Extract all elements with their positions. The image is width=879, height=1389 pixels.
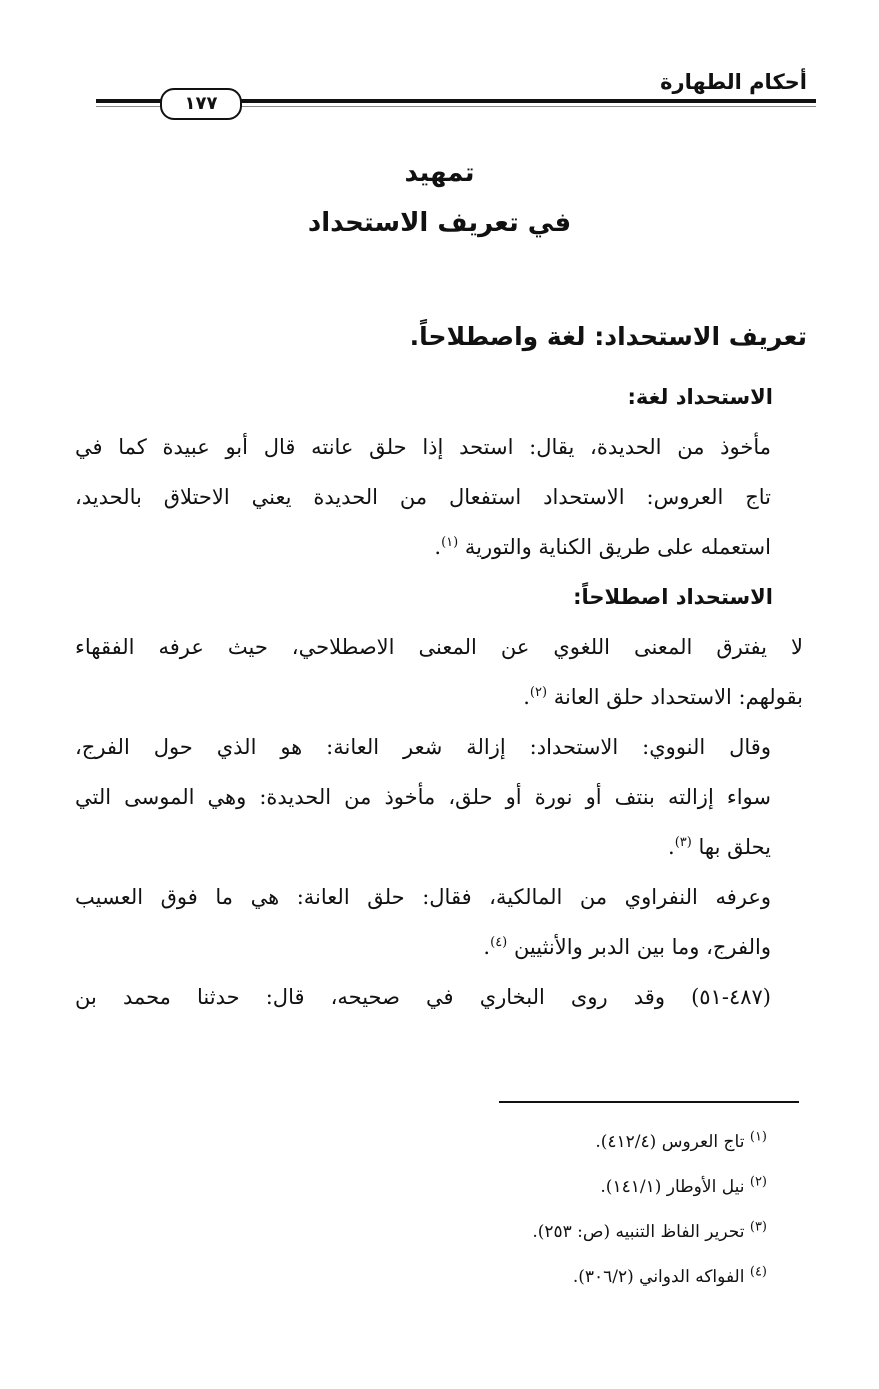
- footnote-ref: (١): [441, 535, 459, 550]
- text-line: استعمله على طريق الكناية والتورية: [464, 535, 771, 559]
- footnotes: [532, 1120, 767, 1300]
- paragraph-3: [75, 722, 803, 872]
- paragraph-2: [75, 622, 803, 722]
- paragraph-4: [75, 872, 803, 972]
- footnote-ref: (٢): [529, 685, 548, 700]
- text-line: وعرفه النفراوي من المالكية، فقال: حلق العانة: هي ما فوق العسيب: [75, 885, 771, 909]
- footnote: [532, 1165, 767, 1210]
- footnote: [532, 1120, 767, 1165]
- text-line: (٤٨٧-٥١) وقد روى البخاري في صحيحه، قال: حدثنا محمد بن: [75, 985, 771, 1009]
- text-line: وقال النووي: الاستحداد: إزالة شعر العانة: هو الذي حول الفرج،: [75, 735, 771, 759]
- footnote: [532, 1255, 767, 1300]
- text-line: والفرج، وما بين الدبر والأنثيين: [513, 935, 771, 959]
- subheading-technical: الاستحداد اصطلاحاً:: [573, 585, 773, 609]
- period: .: [434, 535, 442, 559]
- page-number: ١٧٧: [160, 88, 242, 120]
- text-line-last: [75, 822, 803, 872]
- text-line-last: [75, 672, 803, 722]
- text-line: مأخوذ من الحديدة، يقال: استحد إذا حلق عانته قال أبو عبيدة كما في: [75, 435, 771, 459]
- text-line: بقولهم: الاستحداد حلق العانة: [553, 685, 803, 709]
- chapter-title: تمهيد: [404, 158, 475, 188]
- period: .: [523, 685, 530, 709]
- body-text: [75, 372, 803, 1022]
- footnote-ref: (٣): [674, 835, 692, 850]
- period: .: [483, 935, 491, 959]
- footnote: [532, 1210, 767, 1255]
- footnote-number: (٣): [749, 1219, 767, 1235]
- footnote-number: (٤): [749, 1264, 767, 1280]
- subheading-linguistic: الاستحداد لغة:: [627, 385, 773, 409]
- footnote-text: نيل الأوطار (١٤١/١).: [600, 1177, 745, 1197]
- chapter-subtitle: في تعريف الاستحداد: [307, 208, 572, 238]
- running-header: أحكام الطهارة: [660, 70, 807, 94]
- footnote-text: تاج العروس (٤١٢/٤).: [595, 1132, 745, 1152]
- footnote-text: الفواكه الدواني (٣٠٦/٢).: [572, 1267, 745, 1287]
- footnote-rule: [499, 1101, 799, 1103]
- text-line: يحلق بها: [698, 835, 771, 859]
- text-line: تاج العروس: الاستحداد استفعال من الحديدة يعني الاحتلاق بالحديد،: [75, 485, 771, 509]
- period: .: [668, 835, 675, 859]
- text-line: سواء إزالته بنتف أو نورة أو حلق، مأخوذ من الحديدة: وهي الموسى التي: [75, 785, 771, 809]
- paragraph-5: [75, 972, 803, 1022]
- text-line-last: [75, 522, 803, 572]
- footnote-number: (٢): [749, 1174, 767, 1190]
- paragraph-1: [75, 422, 803, 572]
- section-heading: تعريف الاستحداد: لغة واصطلاحاً.: [409, 322, 807, 351]
- footnote-number: (١): [749, 1129, 767, 1145]
- text-line: لا يفترق المعنى اللغوي عن المعنى الاصطلاحي، حيث عرفه الفقهاء: [75, 635, 803, 659]
- footnote-text: تحرير الفاظ التنبيه (ص: ٢٥٣).: [532, 1222, 745, 1242]
- text-line-last: [75, 922, 803, 972]
- footnote-ref: (٤): [490, 935, 508, 950]
